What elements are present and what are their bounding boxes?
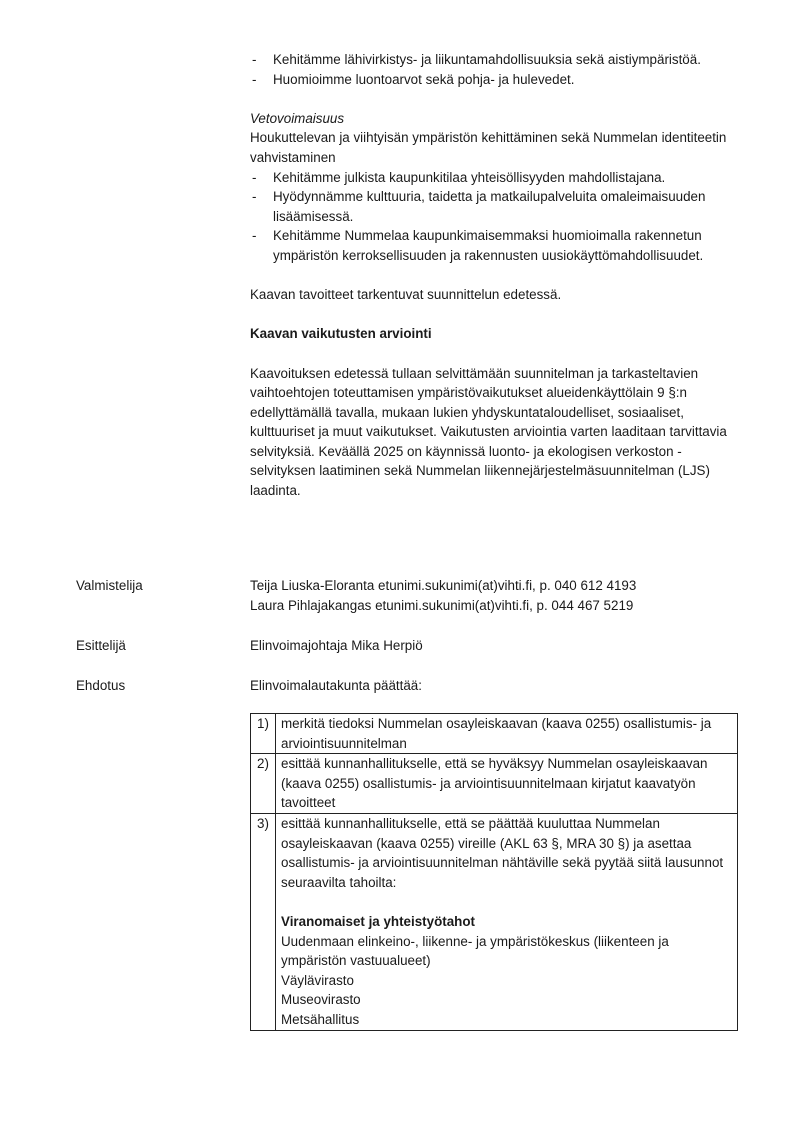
authority-item: Metsähallitus (281, 1011, 360, 1027)
preparer-label: Valmistelija (76, 578, 143, 593)
item-number: 2) (251, 754, 276, 814)
bullet-item: - Huomioimme luontoarvot sekä pohja- ja hulevedet. (252, 71, 575, 87)
attraction-intro: Houkuttelevan ja viihtyisän ympäristön kehittäminen sekä Nummelan identiteetin vahvistaminen (250, 130, 727, 165)
item-text: esittää kunnanhallitukselle, että se hyväksyy Nummelan osayleiskaavan (kaava 0255) osallistumis- ja arviointisuunnitelmaan kirjatut kaavatyön tavoitteet (276, 754, 738, 814)
bullet-item: - Kehitämme julkista kaupunkitilaa yhteisöllisyyden mahdollistajana. (252, 169, 666, 185)
preparer-contacts (250, 576, 740, 615)
table-row (251, 813, 738, 1030)
preparer-line: Teija Liuska-Eloranta etunimi.sukunimi(at)vihti.fi, p. 040 612 4193 (250, 578, 637, 593)
bullet-item: - Hyödynnämme kulttuuria, taidetta ja matkailupalveluita omaleimaisuuden lisäämisessä. (252, 189, 706, 224)
bullet-item: - Kehitämme Nummelaa kaupunkimaisemmaksi huomioimalla rakennetun ympäristön kerroksellisuuden ja rakennusten uusiokäyttömahdollisuudet. (252, 228, 704, 263)
impact-heading: Kaavan vaikutusten arviointi (250, 326, 432, 342)
goals-closing: Kaavan tavoitteet tarkentuvat suunnittelun edetessä. (250, 287, 562, 303)
table-row (251, 714, 738, 754)
preparer-line: Laura Pihlajakangas etunimi.sukunimi(at)vihti.fi, p. 044 467 5219 (250, 597, 634, 613)
attraction-heading: Vetovoimaisuus (250, 110, 345, 126)
table-row (251, 754, 738, 814)
item-number: 1) (251, 714, 276, 754)
item-number: 3) (251, 813, 276, 1030)
authority-item: Väylävirasto (281, 972, 354, 988)
impact-text: Kaavoituksen edetessä tullaan selvittämään suunnitelman ja tarkasteltavien vaihtoehtojen toteuttamisen ympäristövaikutukset alueidenkäyttölain 9 §:n edellyttämällä tavalla, mukaan lukien yhdyskuntataloudelliset, sosiaaliset, kulttuuriset ja muut vaikutukset. Vaikutusten arviointia varten laaditaan tarvittavia selvityksiä. Keväällä 2025 on käynnissä luonto- ja ekologisen verkoston -selvityksen laatiminen sekä Nummelan liikennejärjestelmäsuunnitelman (LJS) laadinta. (250, 365, 727, 499)
proposal-label: Ehdotus (76, 678, 126, 693)
proposal-table (250, 713, 738, 1031)
item-text: merkitä tiedoksi Nummelan osayleiskaavan (kaava 0255) osallistumis- ja arviointisuunnitelman (276, 714, 738, 754)
authorities-heading: Viranomaiset ja yhteistyötahot (281, 913, 475, 929)
goals-section (250, 50, 740, 501)
authority-item: Museovirasto (281, 992, 361, 1008)
presenter-value: Elinvoimajohtaja Mika Herpiö (250, 638, 423, 653)
item-text: esittää kunnanhallitukselle, että se päättää kuuluttaa Nummelan osayleiskaavan (kaava 0255) vireille (AKL 63 §, MRA 30 §) ja asettaa osallistumis- ja arviointisuunnitelman nähtäville sekä pyytää siitä lausunnot seuraavilta tahoilta: (281, 815, 724, 890)
bullet-item: - Kehitämme lähivirkistys- ja liikuntamahdollisuuksia sekä aistiympäristöä. (252, 52, 701, 67)
presenter-label: Esittelijä (76, 638, 126, 653)
proposal-intro: Elinvoimalautakunta päättää: (250, 678, 422, 693)
authority-item: Uudenmaan elinkeino-, liikenne- ja ympäristökeskus (liikenteen ja ympäristön vastuualueet) (281, 933, 669, 969)
item-cell (276, 813, 738, 1030)
